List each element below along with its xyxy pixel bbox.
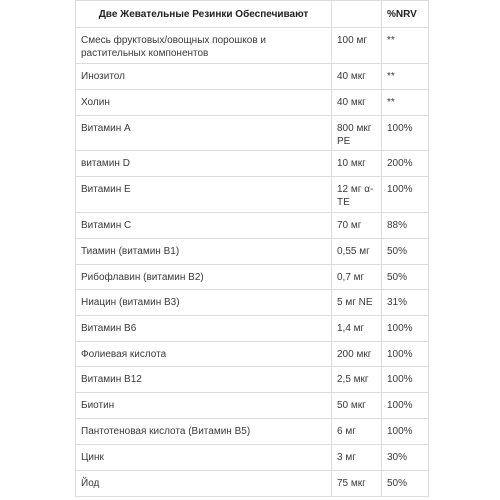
amount-cell: 70 мг	[332, 213, 382, 239]
table-row	[76, 367, 429, 393]
table-row	[76, 116, 429, 151]
nrv-cell: 100%	[382, 419, 429, 445]
column-header-amount	[332, 1, 382, 28]
nutrient-name-cell: Витамин В6	[76, 316, 332, 342]
amount-cell: 75 мкг	[332, 471, 382, 497]
nrv-cell: 88%	[382, 213, 429, 239]
nrv-cell: 100%	[382, 393, 429, 419]
table-row	[76, 28, 429, 64]
column-header-nrv: %NRV	[382, 1, 429, 28]
nrv-cell: **	[382, 28, 429, 64]
table-row	[76, 445, 429, 471]
amount-cell: 3 мг	[332, 445, 382, 471]
nutrient-name-cell: Рибофлавин (витамин В2)	[76, 265, 332, 290]
nrv-cell: 100%	[382, 116, 429, 151]
table-row	[76, 239, 429, 265]
nutrient-name-cell: Тиамин (витамин В1)	[76, 239, 332, 265]
nrv-cell: 100%	[382, 342, 429, 367]
table-row	[76, 90, 429, 116]
nutrient-name-cell: Цинк	[76, 445, 332, 471]
nrv-cell: 50%	[382, 239, 429, 265]
amount-cell: 0,7 мг	[332, 265, 382, 290]
amount-cell: 50 мкг	[332, 393, 382, 419]
nutrient-name-cell: Витамин В12	[76, 367, 332, 393]
nrv-cell: **	[382, 64, 429, 90]
table-row	[76, 393, 429, 419]
nrv-cell: 100%	[382, 316, 429, 342]
nutrient-name-cell: Йод	[76, 471, 332, 497]
table-row	[76, 419, 429, 445]
nutrient-name-cell: Фолиевая кислота	[76, 342, 332, 367]
nutrient-name-cell: витамин D	[76, 151, 332, 177]
nutrient-name-cell: Холин	[76, 90, 332, 116]
amount-cell: 800 мкг РЕ	[332, 116, 382, 151]
nutrition-table	[75, 0, 429, 497]
amount-cell: 200 мкг	[332, 342, 382, 367]
nutrient-name-cell: Витамин А	[76, 116, 332, 151]
nutrient-name-cell: Смесь фруктовых/овощных порошков и растительных компонентов	[76, 28, 332, 64]
nrv-cell: 200%	[382, 151, 429, 177]
table-row	[76, 316, 429, 342]
nrv-cell: 50%	[382, 471, 429, 497]
nrv-cell: 50%	[382, 265, 429, 290]
amount-cell: 5 мг NE	[332, 290, 382, 316]
table-row	[76, 64, 429, 90]
table-row	[76, 151, 429, 177]
amount-cell: 40 мкг	[332, 90, 382, 116]
nrv-cell: 100%	[382, 177, 429, 213]
nutrient-name-cell: Инозитол	[76, 64, 332, 90]
nrv-cell: 31%	[382, 290, 429, 316]
nutrient-name-cell: Пантотеновая кислота (Витамин В5)	[76, 419, 332, 445]
nutrient-name-cell: Витамин Е	[76, 177, 332, 213]
nutrient-name-cell: Ниацин (витамин В3)	[76, 290, 332, 316]
table-row	[76, 177, 429, 213]
nutrient-name-cell: Витамин С	[76, 213, 332, 239]
table-row	[76, 342, 429, 367]
table-row	[76, 265, 429, 290]
amount-cell: 0,55 мг	[332, 239, 382, 265]
amount-cell: 12 мг α-TE	[332, 177, 382, 213]
table-header-row	[76, 1, 429, 28]
nrv-cell: 30%	[382, 445, 429, 471]
table-row	[76, 290, 429, 316]
nrv-cell: 100%	[382, 367, 429, 393]
amount-cell: 100 мг	[332, 28, 382, 64]
amount-cell: 40 мкг	[332, 64, 382, 90]
nrv-cell: **	[382, 90, 429, 116]
amount-cell: 2,5 мкг	[332, 367, 382, 393]
amount-cell: 6 мг	[332, 419, 382, 445]
nutrient-name-cell: Биотин	[76, 393, 332, 419]
table-body	[76, 28, 429, 497]
amount-cell: 1,4 мг	[332, 316, 382, 342]
column-header-nutrient: Две Жевательные Резинки Обеспечивают	[76, 1, 332, 28]
table-row	[76, 471, 429, 497]
table-row	[76, 213, 429, 239]
amount-cell: 10 мкг	[332, 151, 382, 177]
